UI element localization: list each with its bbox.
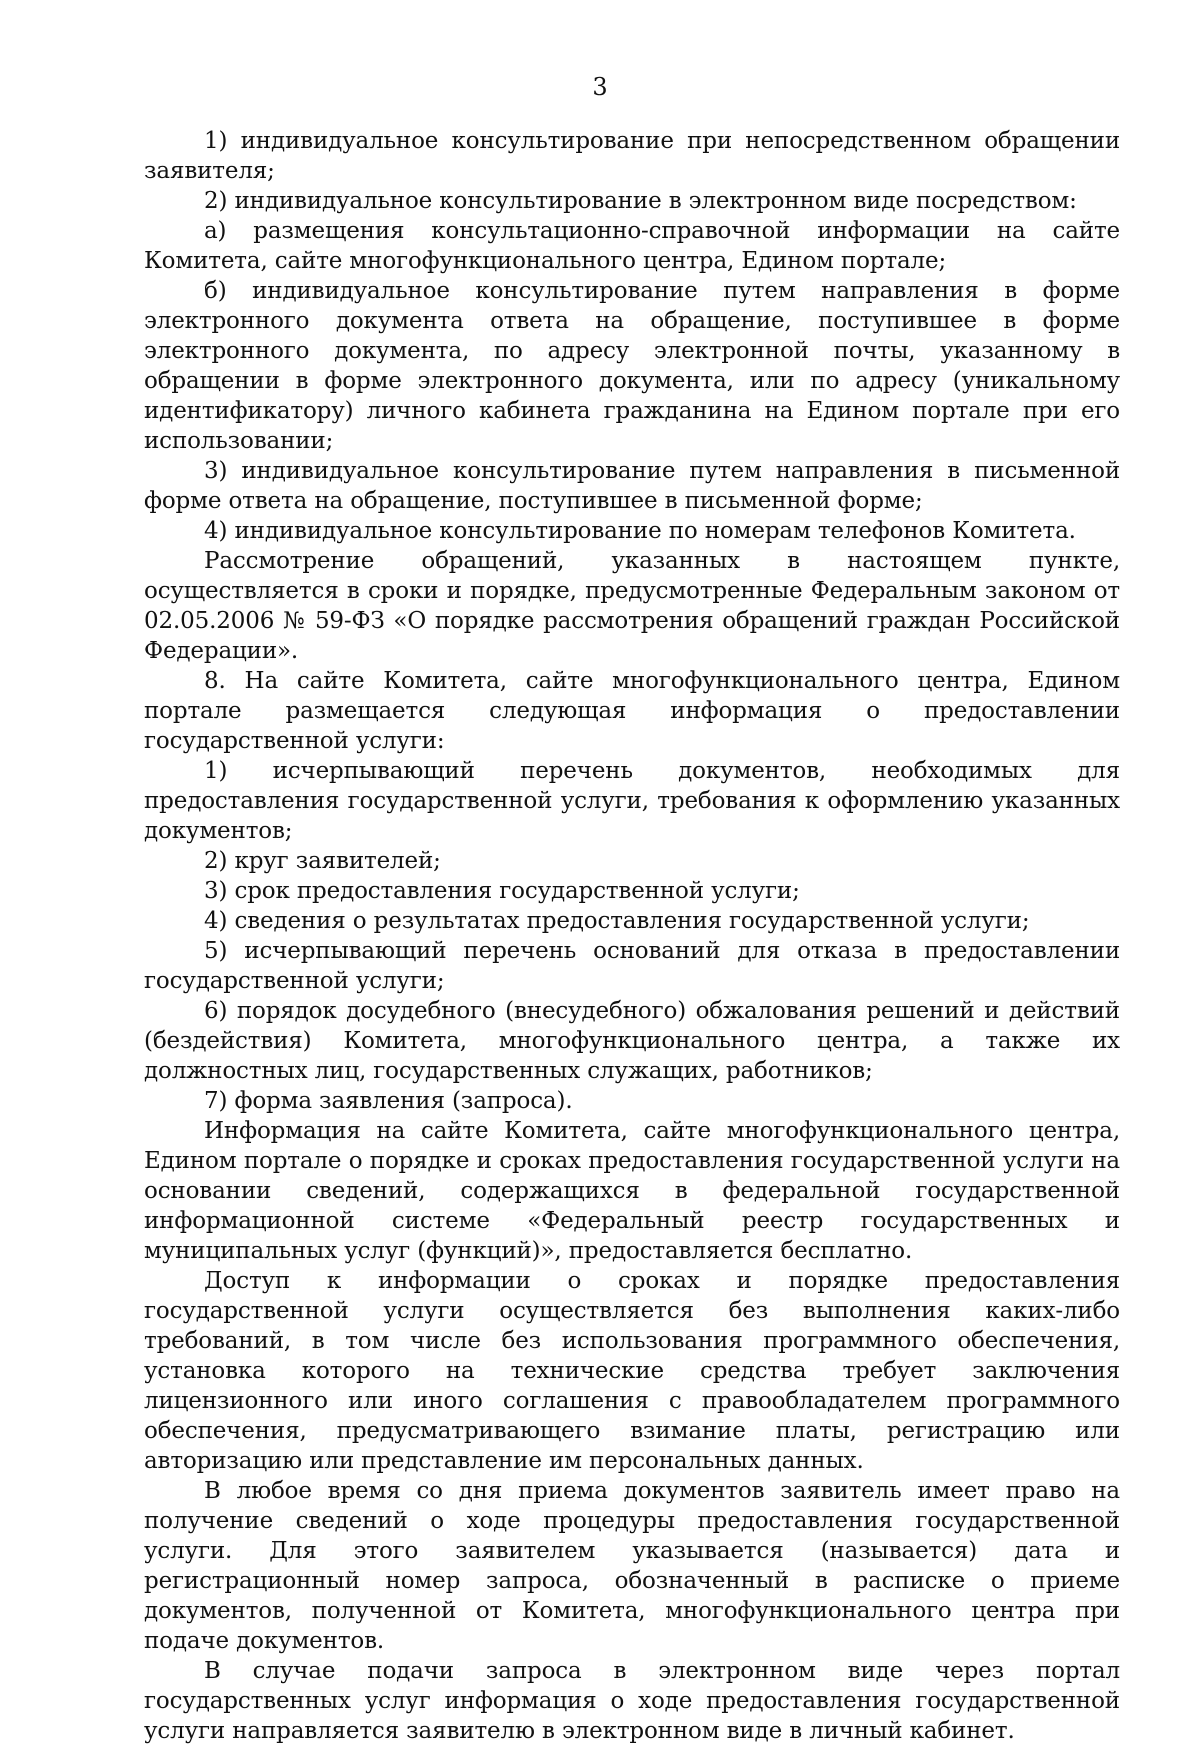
paragraph: 7) форма заявления (запроса). — [204, 1088, 573, 1114]
paragraph: 6) порядок досудебного (внесудебного) обжалования решений и действий (бездействия) Комитета, многофункционального центра, а также их должностных лиц, государственных служащих, работников; — [144, 998, 1120, 1084]
paragraph: а) размещения консультационно-справочной информации на сайте Комитета, сайте многофункционального центра, Едином портале; — [144, 218, 1120, 274]
paragraph: б) индивидуальное консультирование путем направления в форме электронного документа ответа на обращение, поступившее в форме электронного документа, по адресу электронной почты, указанному в обращении в форме электронного документа, или по адресу (уникальному идентификатору) личного кабинета гражданина на Едином портале при его использовании; — [144, 278, 1120, 454]
paragraph: Доступ к информации о сроках и порядке предоставления государственной услуги осуществляется без выполнения каких-либо требований, в том числе без использования программного обеспечения, установка которого на технические средства требует заключения лицензионного или иного соглашения с правообладателем программного обеспечения, предусматривающего взимание платы, регистрацию или авторизацию или представление им персональных данных. — [144, 1268, 1120, 1474]
paragraph: 3) индивидуальное консультирование путем направления в письменной форме ответа на обращение, поступившее в письменной форме; — [144, 458, 1120, 514]
paragraph: 5) исчерпывающий перечень оснований для отказа в предоставлении государственной услуги; — [144, 938, 1120, 994]
page-number: 3 — [592, 73, 608, 101]
paragraph: 2) круг заявителей; — [204, 848, 441, 874]
paragraph: 1) индивидуальное консультирование при непосредственном обращении заявителя; — [144, 128, 1120, 184]
paragraph: 4) сведения о результатах предоставления государственной услуги; — [204, 908, 1030, 934]
paragraph: 8. На сайте Комитета, сайте многофункционального центра, Едином портале размещается следующая информация о предоставлении государственной услуги: — [144, 668, 1120, 754]
document-body — [144, 126, 1120, 1746]
paragraph: В случае подачи запроса в электронном виде через портал государственных услуг информация о ходе предоставления государственной услуги направляется заявителю в электронном виде в личный кабинет. — [144, 1658, 1120, 1744]
paragraph: В любое время со дня приема документов заявитель имеет право на получение сведений о ходе процедуры предоставления государственной услуги. Для этого заявителем указывается (называется) дата и регистрационный номер запроса, обозначенный в расписке о приеме документов, полученной от Комитета, многофункционального центра при подаче документов. — [144, 1478, 1120, 1654]
paragraph: 2) индивидуальное консультирование в электронном виде посредством: — [204, 188, 1077, 214]
paragraph: 3) срок предоставления государственной услуги; — [204, 878, 800, 904]
paragraph: 1) исчерпывающий перечень документов, необходимых для предоставления государственной услуги, требования к оформлению указанных документов; — [144, 758, 1120, 844]
paragraph: Рассмотрение обращений, указанных в настоящем пункте, осуществляется в сроки и порядке, предусмотренные Федеральным законом от 02.05.2006 № 59-ФЗ «О порядке рассмотрения обращений граждан Российской Федерации». — [144, 548, 1120, 664]
paragraph: 4) индивидуальное консультирование по номерам телефонов Комитета. — [204, 518, 1076, 544]
paragraph: Информация на сайте Комитета, сайте многофункционального центра, Едином портале о порядке и сроках предоставления государственной услуги на основании сведений, содержащихся в федеральной государственной информационной системе «Федеральный реестр государственных и муниципальных услуг (функций)», предоставляется бесплатно. — [144, 1118, 1120, 1264]
